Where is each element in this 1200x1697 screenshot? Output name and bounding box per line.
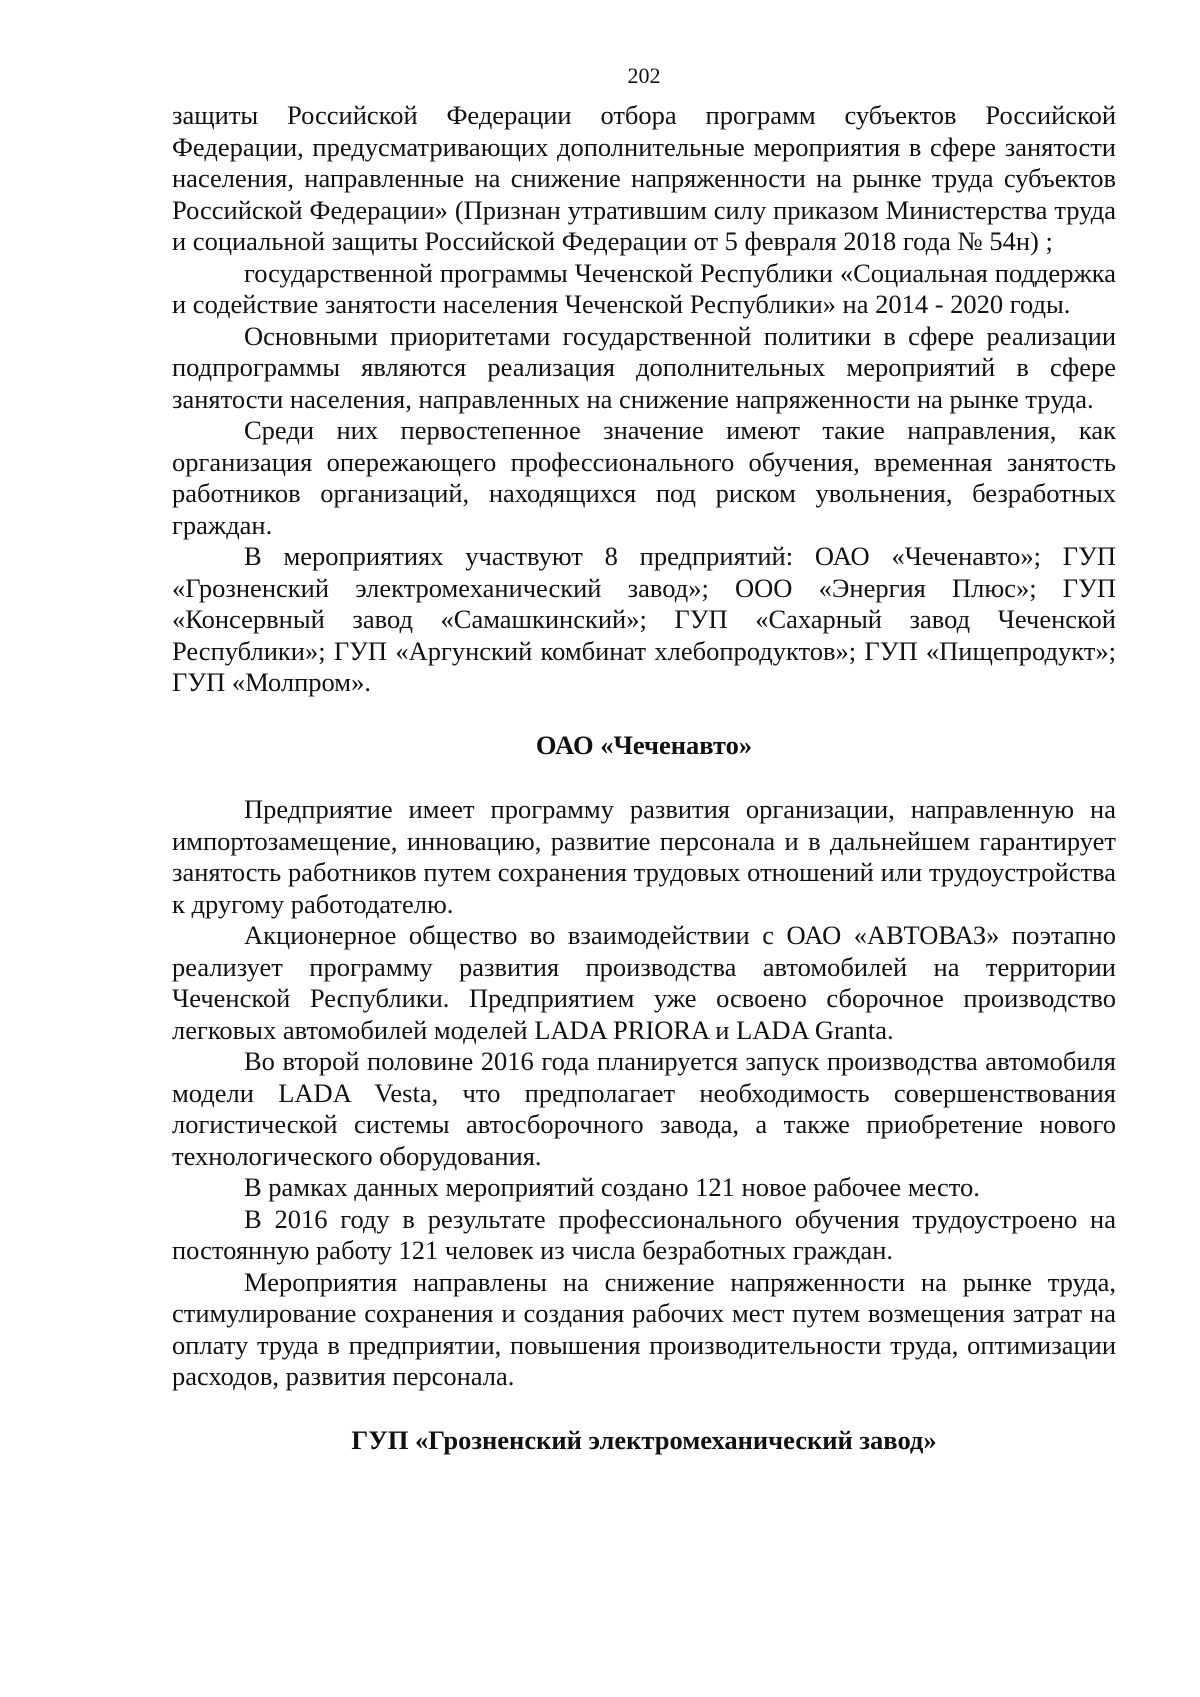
paragraph: Мероприятия направлены на снижение напряженности на рынке труда, стимулирование сохранения и создания рабочих мест путем возмещения затрат на оплату труда в предприятии, повышения производительности труда, оптимизации расходов, развития персонала. bbox=[172, 1266, 1116, 1391]
section-heading-gemz: ГУП «Грозненский электромеханический завод» bbox=[351, 1424, 937, 1455]
paragraph: В рамках данных мероприятий создано 121 новое рабочее место. bbox=[244, 1172, 980, 1202]
section-heading-chechenavto: ОАО «Чеченавто» bbox=[535, 729, 753, 760]
paragraph: В мероприятиях участвуют 8 предприятий: ОАО «Чеченавто»; ГУП «Грозненский электромеханический завод»; ООО «Энергия Плюс»; ГУП «Консервный завод «Самашкинский»; ГУП «Сахарный завод Чеченской Республики»; ГУП «Аргунский комбинат хлебопродуктов»; ГУП «Пищепродукт»; ГУП «Молпром». bbox=[172, 541, 1116, 697]
paragraph: Предприятие имеет программу развития организации, направленную на импортозамещение, инновацию, развитие персонала и в дальнейшем гарантирует занятость работников путем сохранения трудовых отношений или трудоустройства к другому работодателю. bbox=[172, 794, 1116, 919]
paragraph: Во второй половине 2016 года планируется запуск производства автомобиля модели LADA Vesta, что предполагает необходимость совершенствования логистической системы автосборочного завода, а также приобретение нового технологического оборудования. bbox=[172, 1046, 1116, 1171]
document-page bbox=[172, 62, 1116, 1456]
paragraph: государственной программы Чеченской Республики «Социальная поддержка и содействие занятости населения Чеченской Республики» на 2014 - 2020 годы. bbox=[172, 257, 1116, 319]
paragraph-continuation: защиты Российской Федерации отбора программ субъектов Российской Федерации, предусматривающих дополнительные мероприятия в сфере занятости населения, направленные на снижение напряженности на рынке труда субъектов Российской Федерации» (Признан утратившим силу приказом Министерства труда и социальной защиты Российской Федерации от 5 февраля 2018 года № 54н) ; bbox=[172, 100, 1116, 256]
page-number: 202 bbox=[627, 63, 661, 88]
paragraph: Акционерное общество во взаимодействии с ОАО «АВТОВАЗ» поэтапно реализует программу развития производства автомобилей на территории Чеченской Республики. Предприятием уже освоено сборочное производство легковых автомобилей моделей LADA PRIORA и LADA Granta. bbox=[172, 920, 1116, 1045]
paragraph: Основными приоритетами государственной политики в сфере реализации подпрограммы являются реализация дополнительных мероприятий в сфере занятости населения, направленных на снижение напряженности на рынке труда. bbox=[172, 320, 1116, 414]
paragraph: Среди них первостепенное значение имеют такие направления, как организация опережающего профессионального обучения, временная занятость работников организаций, находящихся под риском увольнения, безработных граждан. bbox=[172, 415, 1116, 540]
paragraph: В 2016 году в результате профессионального обучения трудоустроено на постоянную работу 121 человек из числа безработных граждан. bbox=[172, 1203, 1116, 1265]
